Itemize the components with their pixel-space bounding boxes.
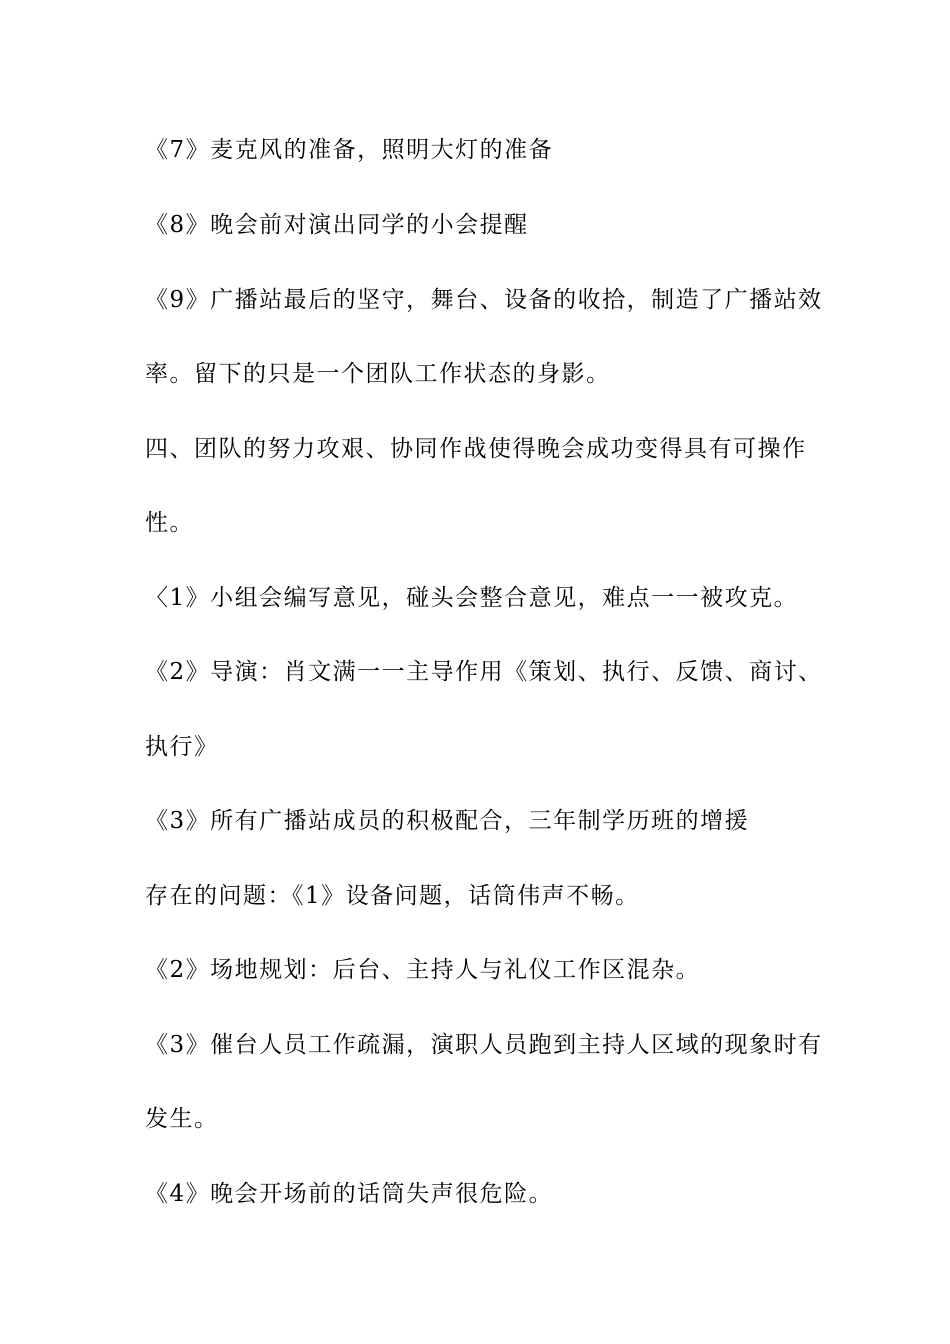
text-line: 性。 (145, 510, 194, 536)
text-line: 发生。 (145, 1106, 219, 1132)
text-line: 《3》所有广播站成员的积极配合，三年制学历班的增援 (145, 808, 750, 834)
text-line: 《3》催台人员工作疏漏，演职人员跑到主持人区域的现象时有 (145, 1032, 823, 1058)
text-line: 《4》晚会开场前的话筒失声很危险。 (145, 1181, 554, 1207)
text-line: 四、团队的努力攻艰、协同作战使得晚会成功变得具有可操作 (145, 436, 807, 462)
text-line: 《2》场地规划：后台、主持人与礼仪工作区混杂。 (145, 957, 701, 983)
text-line: 执行》 (145, 734, 219, 760)
text-line: 《2》导演：肖文满一一主导作用《策划、执行、反馈、商讨、 (145, 659, 823, 685)
text-line: 《9》广播站最后的坚守，舞台、设备的收拾，制造了广播站效 (145, 287, 823, 313)
text-line: 〈1》小组会编写意见，碰头会整合意见，难点一一被攻克。 (145, 585, 799, 611)
text-line: 存在的问题：《1》设备问题，话筒伟声不畅。 (145, 883, 640, 909)
text-line: 《8》晚会前对演出同学的小会提醒 (145, 212, 529, 238)
text-line: 率。留下的只是一个团队工作状态的身影。 (145, 361, 611, 387)
text-line: 《7》麦克风的准备，照明大灯的准备 (145, 137, 554, 163)
